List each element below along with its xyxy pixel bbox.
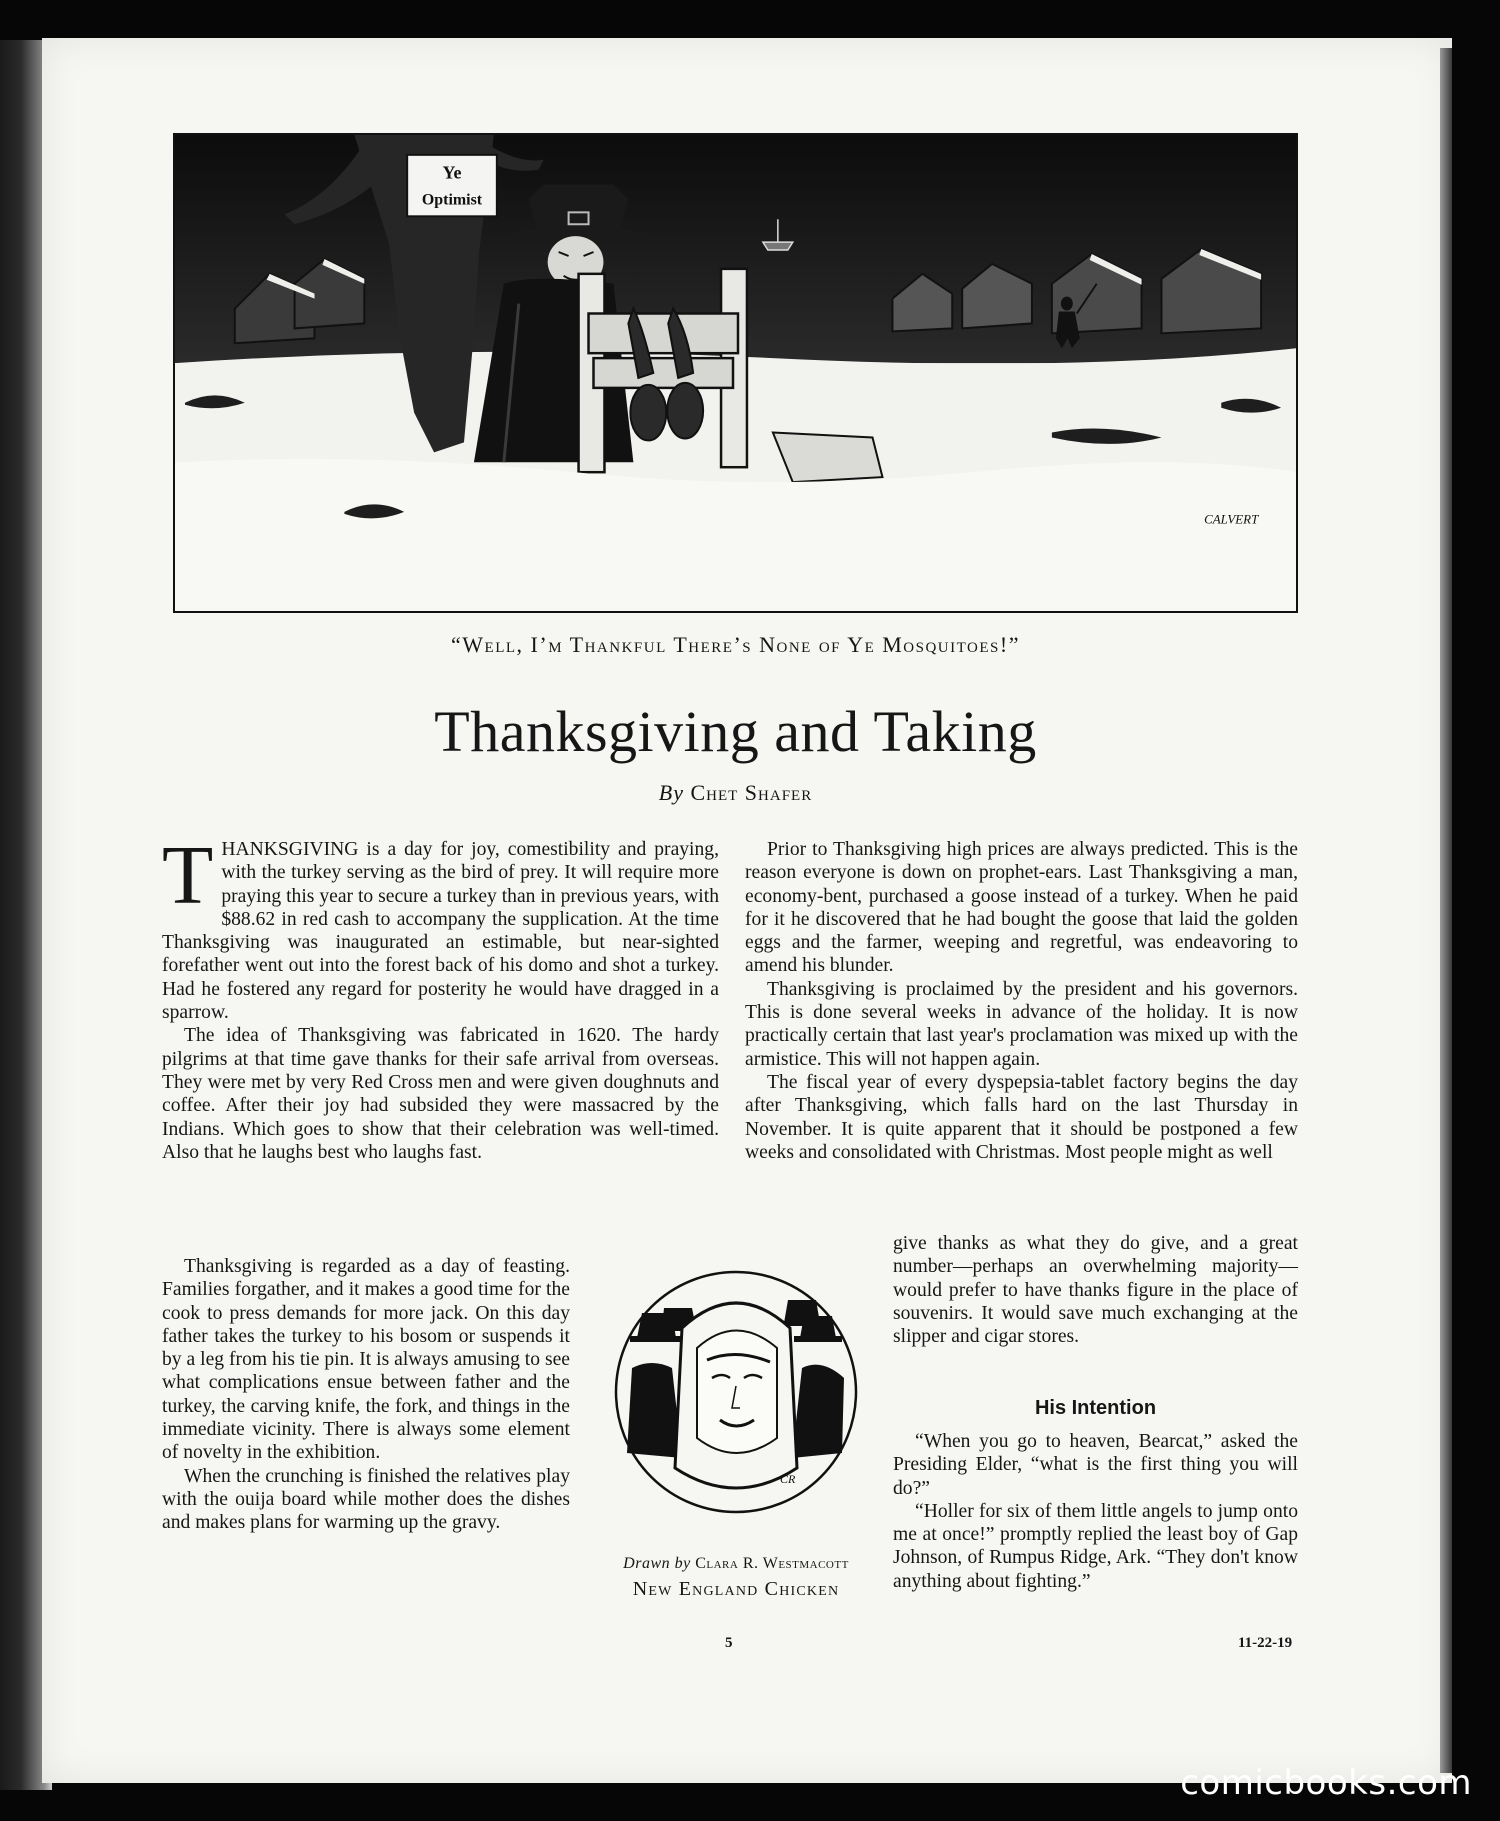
illustration-caption: “Well, I’m Thankful There’s None of Ye Mosquitoes!” xyxy=(451,632,1020,657)
paragraph-2: The idea of Thanksgiving was fabricated in 1620. The hardy pilgrims at that time gave thanks for their safe arrival from overseas. They were met by very Red Cross men and were given doughnuts and coffee. After their joy had subsided they were massacred by the Indians. Which goes to show that their celebration was well-timed. Also that he laughs best who laughs fast. xyxy=(162,1025,719,1163)
sidebar-text xyxy=(893,1430,1298,1593)
paragraph-1 xyxy=(162,829,719,1024)
cameo-illustration xyxy=(612,1268,860,1516)
sign-line-2: Optimist xyxy=(421,191,483,209)
site-watermark: comicbooks.com xyxy=(1180,1763,1472,1803)
right-column-lower xyxy=(893,1232,1298,1348)
paragraph-7-continued: give thanks as what they do give, and a great number—perhaps an overwhelming majority—would prefer to have thanks figure in the place of souvenirs. It would save much exchanging at the slipper and cigar stores. xyxy=(893,1233,1298,1348)
author-name: Chet Shafer xyxy=(690,780,813,805)
article-title: Thanksgiving and Taking xyxy=(434,699,1037,764)
new-england-chicken-drawing xyxy=(612,1268,860,1516)
sidebar-paragraph-1: “When you go to heaven, Bearcat,” asked the Presiding Elder, “what is the first thing you will do?” xyxy=(893,1431,1298,1499)
drop-cap: T xyxy=(162,829,214,922)
cameo-credit xyxy=(580,1555,892,1573)
paragraph-4: When the crunching is finished the relatives play with the ouija board while mother does the dishes and makes plans for warming up the gravy. xyxy=(162,1465,570,1534)
winter-scene-drawing xyxy=(175,135,1296,611)
right-column xyxy=(745,838,1298,1164)
left-column-lower xyxy=(162,1255,570,1535)
issue-date: 11-22-19 xyxy=(1238,1635,1293,1651)
paragraph-1-body: is a day for joy, comestibility and praying, with the turkey serving as the bird of prey. It will require more praying this year to secure a turkey than in previous years, with $88.62 in red cash to accompany the supplication. At the time Thanksgiving was inaugurated an estimable, but near-sighted forefather went out into the forest back of his domo and shot a turkey. Had he fostered any regard for posterity he would have dragged in a sparrow. xyxy=(162,839,719,1024)
sign-line-1: Ye xyxy=(442,162,462,183)
cameo-caption: New England Chicken xyxy=(632,1578,840,1600)
page-right-edge xyxy=(1440,48,1452,1773)
pilgrim-illustration xyxy=(173,133,1298,613)
artist-signature: CALVERT xyxy=(1204,511,1259,527)
byline xyxy=(173,780,1298,806)
sidebar-subhead: His Intention xyxy=(1034,1397,1157,1419)
left-column xyxy=(162,829,719,1164)
cameo-monogram: CR xyxy=(780,1472,796,1486)
credit-prefix: Drawn by xyxy=(623,1555,691,1572)
paragraph-5: Prior to Thanksgiving high prices are always predicted. This is the reason everyone is down on prophet-ears. Last Thanksgiving a man, economy-bent, purchased a goose instead of a turkey. When he paid for it he discovered that he had bought the goose that laid the golden eggs and the farmer, weeping and regretful, was endeavoring to amend his blunder. xyxy=(745,839,1298,977)
lead-word: HANKSGIVING xyxy=(221,839,359,860)
paragraph-7: The fiscal year of every dyspepsia-tablet factory begins the day after Thanksgiving, which falls hard on the last Thursday in November. It is quite apparent that it should be postponed a few weeks and consolidated with Christmas. Most people might as well xyxy=(745,1071,1298,1163)
paragraph-6: Thanksgiving is proclaimed by the president and his governors. This is done several weeks in advance of the holiday. It is now practically certain that last year's proclamation was mixed up with the armistice. This will not happen again. xyxy=(745,978,1298,1070)
paragraph-3: Thanksgiving is regarded as a day of feasting. Families forgather, and it makes a good time for the cook to press demands for more jack. On this day father takes the turkey to his bosom or suspends it by a leg from his tie pin. It is always amusing to see what complications ensue between father and the turkey, the carving knife, the fork, and things in the immediate vicinity. There is always some element of novelty in the exhibition. xyxy=(162,1256,570,1464)
byline-prefix: By xyxy=(658,780,684,805)
page-number: 5 xyxy=(725,1635,733,1651)
credit-artist: Clara R. Westmacott xyxy=(695,1555,849,1572)
sidebar-paragraph-2: “Holler for six of them little angels to jump onto me at once!” promptly replied the least boy of Gap Johnson, of Rumpus Ridge, Ark. “They don't know anything about fighting.” xyxy=(893,1500,1298,1592)
